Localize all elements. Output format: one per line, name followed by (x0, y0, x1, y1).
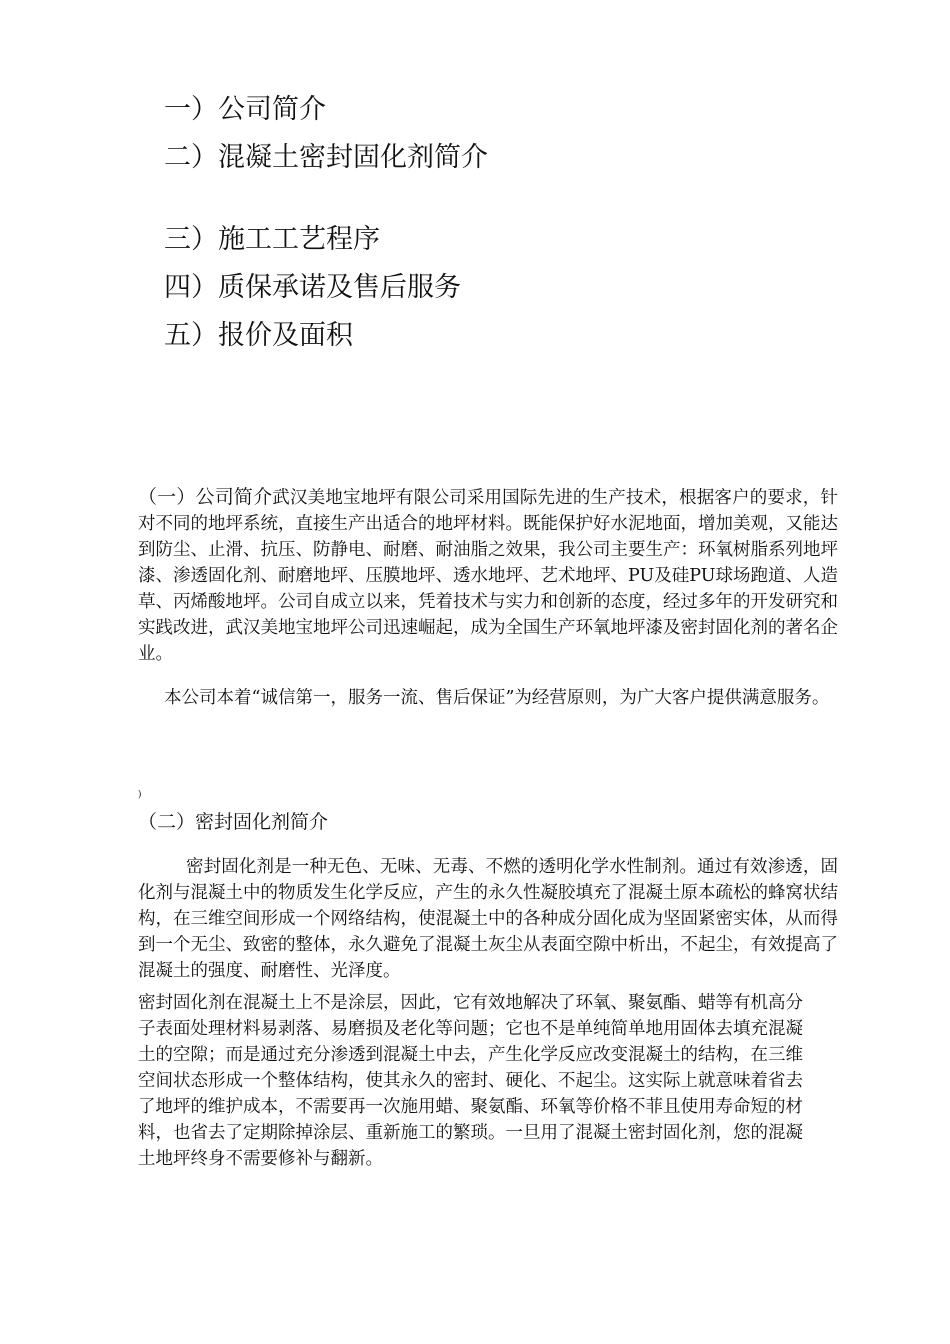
sealer-intro-heading: （二）密封固化剂简介 (138, 811, 329, 833)
company-intro-paragraph (138, 484, 838, 667)
sealer-benefits-paragraph: 密封固化剂在混凝土上不是涂层，因此，它有效地解决了环氧、聚氨酯、蜡等有机高分子表面处理材料易剥落、易磨损及老化等问题；它也不是单纯简单地用固体去填充混凝土的空隙；而是通过充分渗透到混凝土中去，产生化学反应改变混凝土的结构，在三维空间状态形成一个整体结构，使其永久的密封、硬化、不起尘。这实际上就意味着省去了地坪的维护成本，不需要再一次施用蜡、聚氨酯、环氧等价格不菲且使用寿命短的材料，也省去了定期除掉涂层、重新施工的繁琐。一旦用了混凝土密封固化剂，您的混凝土地坪终身不需要修补与翻新。 (138, 993, 803, 1169)
company-principle-paragraph: 本公司本着“诚信第一，服务一流、售后保证”为经营原则，为广大客户提供满意服务。 (164, 688, 830, 708)
company-intro-heading: （一）公司简介 (138, 486, 273, 508)
company-intro-body: 武汉美地宝地坪有限公司采用国际先进的生产技术，根据客户的要求，针对不同的地坪系统，直接生产出适合的地坪材料。既能保护好水泥地面，增加美观，又能达到防尘、止滑、抗压、防静电、耐磨、耐油脂之效果，我公司主要生产：环氧树脂系列地坪漆、渗透固化剂、耐磨地坪、压膜地坪、透水地坪、艺术地坪、PU及硅PU球场跑道、人造草、丙烯酸地坪。公司自成立以来，凭着技术与实力和创新的态度，经过多年的开发研究和实践改进，武汉美地宝地坪公司迅速崛起，成为全国生产环氧地坪漆及密封固化剂的著名企业。 (138, 488, 838, 664)
toc-item-warranty-service: 四）质保承诺及售后服务 (164, 272, 461, 303)
toc-item-quote-area: 五）报价及面积 (164, 320, 353, 351)
sealer-intro-paragraph: 密封固化剂是一种无色、无味、无毒、不燃的透明化学水性制剂。通过有效渗透，固化剂与混凝土中的物质发生化学反应，产生的永久性凝胶填充了混凝土原本疏松的蜂窝状结构，在三维空间形成一个网络结构，使混凝土中的各种成分固化成为坚固紧密实体，从而得到一个无尘、致密的整体，永久避免了混凝土灰尘从表面空隙中析出，不起尘，有效提高了混凝土的强度、耐磨性、光泽度。 (138, 857, 838, 981)
toc-item-sealer-intro: 二）混凝土密封固化剂简介 (164, 142, 488, 173)
toc-item-company-intro: 一）公司简介 (164, 94, 326, 125)
toc-item-construction-process: 三）施工工艺程序 (164, 224, 380, 255)
stray-mark: ) (138, 790, 142, 800)
